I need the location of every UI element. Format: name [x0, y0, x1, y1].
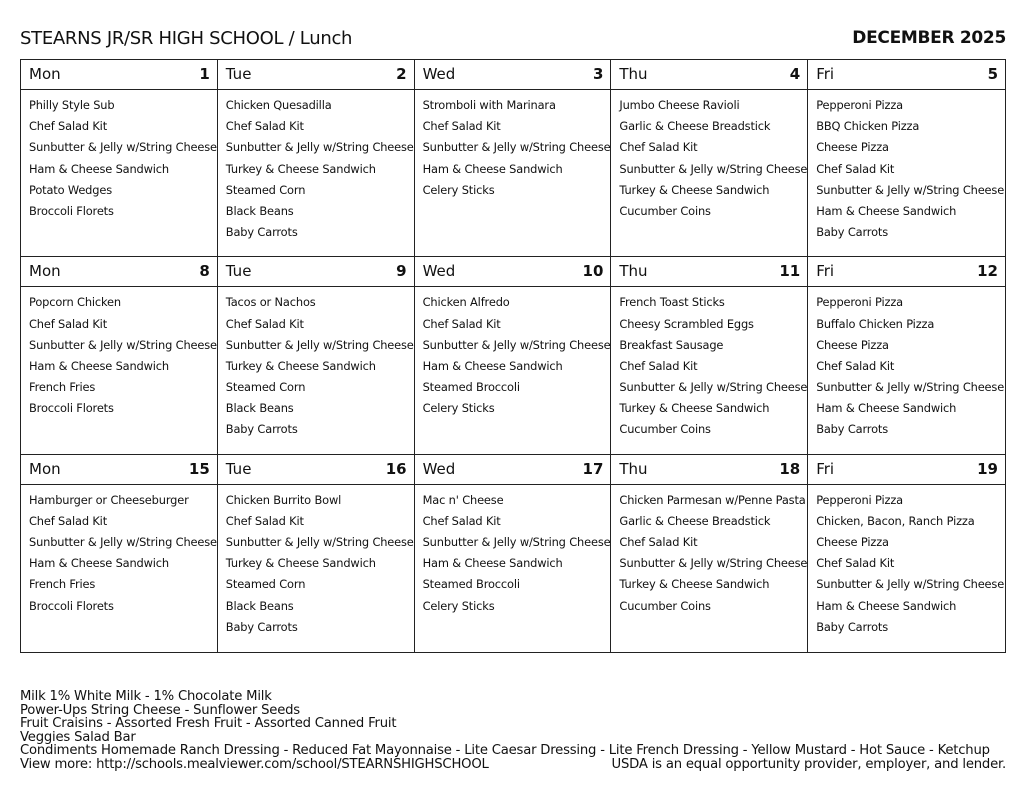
- menu-item: Steamed Broccoli: [422, 380, 520, 395]
- menu-item: Chicken Quesadilla: [225, 98, 332, 112]
- menu-item: Sunbutter & Jelly w/String Cheese: [619, 380, 808, 395]
- menu-item-list: [415, 485, 611, 613]
- menu-item: Chef Salad Kit: [225, 513, 304, 528]
- menu-item: Cucumber Coins: [619, 422, 711, 437]
- menu-item: Ham & Cheese Sandwich: [816, 401, 957, 416]
- day-cell: [808, 257, 1005, 454]
- menu-item: French Fries: [29, 380, 96, 395]
- menu-item: Ham & Cheese Sandwich: [29, 358, 169, 373]
- menu-item-list: [808, 485, 1005, 634]
- menu-item: Chef Salad Kit: [816, 161, 895, 176]
- menu-item-list: [415, 287, 611, 415]
- day-header: [218, 60, 414, 90]
- menu-item: Turkey & Cheese Sandwich: [619, 577, 770, 592]
- day-of-week: Tue: [225, 459, 252, 478]
- day-cell: [415, 60, 612, 257]
- day-number: 15: [188, 459, 210, 478]
- day-number: 12: [977, 262, 998, 281]
- menu-item: Chicken, Bacon, Ranch Pizza: [816, 513, 975, 528]
- menu-item: Chef Salad Kit: [619, 358, 698, 373]
- day-header: [218, 257, 414, 287]
- menu-item-list: [21, 90, 217, 218]
- menu-item: Cheese Pizza: [816, 140, 889, 155]
- menu-item: Garlic & Cheese Breadstick: [619, 119, 771, 134]
- menu-item-list: [218, 287, 414, 436]
- menu-item-list: [218, 485, 414, 634]
- lunch-calendar: [20, 59, 1006, 653]
- menu-item: Chef Salad Kit: [422, 119, 501, 134]
- day-header: [808, 60, 1005, 90]
- menu-item: Chef Salad Kit: [225, 316, 304, 331]
- menu-item: French Fries: [29, 577, 96, 592]
- day-of-week: Fri: [816, 459, 835, 478]
- menu-item: Ham & Cheese Sandwich: [29, 161, 169, 176]
- menu-item: Broccoli Florets: [29, 401, 114, 416]
- menu-item: Chef Salad Kit: [225, 119, 304, 134]
- day-number: 3: [592, 65, 604, 83]
- menu-item: Black Beans: [225, 598, 294, 613]
- day-cell: [808, 60, 1005, 257]
- day-cell: [21, 455, 218, 652]
- day-cell: [415, 455, 612, 652]
- menu-item: Chef Salad Kit: [422, 316, 501, 331]
- menu-item-list: [21, 485, 217, 613]
- condiments-line: Condiments Homemade Ranch Dressing - Reduced Fat Mayonnaise - Lite Caesar Dressing - Lite French Dressing - Yellow Mustard - Hot Sauce - Ketchup: [20, 743, 990, 759]
- menu-item: Ham & Cheese Sandwich: [422, 556, 563, 571]
- menu-item: Sunbutter & Jelly w/String Cheese: [619, 161, 808, 176]
- day-header: [21, 60, 217, 90]
- menu-item: Chef Salad Kit: [619, 535, 698, 550]
- menu-item: Steamed Corn: [225, 182, 306, 197]
- page-header: [20, 28, 1006, 52]
- menu-item: Chef Salad Kit: [816, 556, 895, 571]
- day-cell: [415, 257, 612, 454]
- menu-item: Hamburger or Cheeseburger: [29, 492, 189, 507]
- view-more-link[interactable]: View more: http://schools.mealviewer.com/school/STEARNSHIGHSCHOOL: [20, 756, 489, 772]
- menu-item: Sunbutter & Jelly w/String Cheese: [29, 140, 217, 155]
- menu-item: Sunbutter & Jelly w/String Cheese: [422, 337, 611, 352]
- menu-item: Chicken Alfredo: [422, 295, 510, 310]
- menu-item: Chef Salad Kit: [422, 513, 501, 528]
- menu-item: Chicken Burrito Bowl: [225, 492, 342, 507]
- day-cell: [611, 60, 808, 257]
- day-cell: [611, 257, 808, 454]
- day-number: 16: [385, 459, 407, 478]
- menu-item: Turkey & Cheese Sandwich: [619, 401, 770, 416]
- milk-line: Milk 1% White Milk - 1% Chocolate Milk: [20, 689, 272, 704]
- day-cell: [808, 455, 1005, 652]
- menu-item: Black Beans: [225, 203, 294, 218]
- school-title: STEARNS JR/SR HIGH SCHOOL / Lunch: [20, 28, 353, 49]
- day-number: 2: [396, 65, 407, 83]
- menu-item: Popcorn Chicken: [29, 295, 121, 310]
- menu-item: Sunbutter & Jelly w/String Cheese: [816, 577, 1005, 592]
- menu-item: Broccoli Florets: [29, 598, 114, 613]
- day-of-week: Thu: [619, 262, 648, 281]
- menu-item: Baby Carrots: [816, 422, 888, 437]
- menu-item: Tacos or Nachos: [225, 295, 316, 310]
- menu-item: Stromboli with Marinara: [422, 98, 556, 112]
- menu-item: Baby Carrots: [225, 422, 298, 437]
- menu-item: Breakfast Sausage: [619, 337, 724, 352]
- menu-item: Turkey & Cheese Sandwich: [225, 358, 376, 373]
- day-of-week: Tue: [225, 262, 252, 281]
- menu-item: Black Beans: [225, 401, 294, 416]
- menu-item: Cheese Pizza: [816, 337, 889, 352]
- menu-item: Sunbutter & Jelly w/String Cheese: [225, 140, 414, 155]
- day-number: 5: [987, 65, 998, 83]
- day-cell: [218, 257, 415, 454]
- menu-item: Sunbutter & Jelly w/String Cheese: [225, 337, 414, 352]
- menu-item-list: [808, 90, 1005, 239]
- day-number: 11: [779, 262, 801, 281]
- menu-item-list: [808, 287, 1005, 436]
- menu-item: Pepperoni Pizza: [816, 492, 904, 507]
- menu-item: Broccoli Florets: [29, 203, 114, 218]
- menu-item: Chef Salad Kit: [29, 513, 108, 528]
- menu-item: Jumbo Cheese Ravioli: [619, 98, 740, 112]
- menu-item: Ham & Cheese Sandwich: [816, 203, 957, 218]
- menu-item: BBQ Chicken Pizza: [816, 119, 920, 134]
- day-header: [611, 257, 807, 287]
- menu-item-list: [415, 90, 611, 197]
- day-number: 8: [199, 262, 210, 281]
- menu-item-list: [611, 287, 807, 436]
- menu-item: Celery Sticks: [422, 401, 495, 416]
- day-of-week: Fri: [816, 65, 835, 83]
- menu-item: Sunbutter & Jelly w/String Cheese: [422, 140, 611, 155]
- usda-statement: USDA is an equal opportunity provider, employer, and lender.: [611, 756, 1006, 772]
- menu-item: Turkey & Cheese Sandwich: [619, 182, 770, 197]
- menu-item: Sunbutter & Jelly w/String Cheese: [816, 182, 1005, 197]
- veggies-line: Veggies Salad Bar: [20, 729, 136, 745]
- menu-item: Celery Sticks: [422, 598, 495, 613]
- menu-item: Turkey & Cheese Sandwich: [225, 556, 376, 571]
- menu-item: Cucumber Coins: [619, 598, 711, 613]
- menu-item: Sunbutter & Jelly w/String Cheese: [225, 535, 414, 550]
- day-cell: [611, 455, 808, 652]
- day-number: 9: [396, 262, 407, 281]
- day-of-week: Mon: [29, 65, 61, 83]
- day-of-week: Wed: [422, 262, 456, 281]
- menu-item: Ham & Cheese Sandwich: [29, 556, 169, 571]
- menu-item: Buffalo Chicken Pizza: [816, 316, 935, 331]
- menu-item: Baby Carrots: [225, 619, 298, 634]
- menu-item: Chef Salad Kit: [29, 119, 108, 134]
- fruit-line: Fruit Craisins - Assorted Fresh Fruit - Assorted Canned Fruit: [20, 716, 397, 732]
- menu-item: Chef Salad Kit: [29, 316, 108, 331]
- menu-item: Mac n' Cheese: [422, 492, 504, 507]
- menu-item-list: [611, 90, 807, 218]
- day-header: [21, 455, 217, 485]
- day-number: 4: [789, 65, 801, 83]
- day-header: [808, 455, 1005, 485]
- menu-item: Turkey & Cheese Sandwich: [225, 161, 376, 176]
- menu-item: Pepperoni Pizza: [816, 98, 904, 112]
- day-number: 10: [582, 262, 604, 281]
- day-cell: [21, 257, 218, 454]
- day-of-week: Mon: [29, 459, 61, 478]
- menu-item: Sunbutter & Jelly w/String Cheese: [29, 535, 217, 550]
- day-of-week: Wed: [422, 65, 456, 83]
- menu-item: Chicken Parmesan w/Penne Pasta: [619, 492, 806, 507]
- menu-item: French Toast Sticks: [619, 295, 725, 310]
- day-header: [415, 455, 611, 485]
- day-cell: [21, 60, 218, 257]
- day-of-week: Mon: [29, 262, 61, 281]
- day-number: 17: [582, 459, 604, 478]
- day-of-week: Fri: [816, 262, 835, 281]
- power-ups-line: Power-Ups String Cheese - Sunflower Seeds: [20, 702, 300, 718]
- menu-item: Ham & Cheese Sandwich: [422, 358, 563, 373]
- day-header: [611, 60, 807, 90]
- menu-footer: [20, 690, 1006, 772]
- menu-item: Ham & Cheese Sandwich: [422, 161, 563, 176]
- menu-item: Ham & Cheese Sandwich: [816, 598, 957, 613]
- day-header: [808, 257, 1005, 287]
- menu-item: Sunbutter & Jelly w/String Cheese: [816, 380, 1005, 395]
- day-number: 18: [779, 459, 801, 478]
- menu-item: Steamed Broccoli: [422, 577, 520, 592]
- menu-item-list: [21, 287, 217, 415]
- menu-item: Sunbutter & Jelly w/String Cheese: [29, 337, 217, 352]
- day-header: [415, 60, 611, 90]
- menu-item: Sunbutter & Jelly w/String Cheese: [619, 556, 808, 571]
- month-title: DECEMBER 2025: [852, 28, 1006, 48]
- menu-item: Chef Salad Kit: [816, 358, 895, 373]
- menu-item: Steamed Corn: [225, 577, 306, 592]
- day-of-week: Thu: [619, 65, 648, 83]
- menu-item: Pepperoni Pizza: [816, 295, 904, 310]
- day-header: [415, 257, 611, 287]
- menu-item-list: [218, 90, 414, 239]
- day-of-week: Wed: [422, 459, 456, 478]
- day-of-week: Thu: [619, 459, 648, 478]
- menu-item: Cheesy Scrambled Eggs: [619, 316, 754, 331]
- menu-item: Sunbutter & Jelly w/String Cheese: [422, 535, 611, 550]
- day-header: [611, 455, 807, 485]
- day-header: [218, 455, 414, 485]
- menu-item: Cucumber Coins: [619, 203, 711, 218]
- menu-item: Philly Style Sub: [29, 98, 115, 112]
- menu-item: Celery Sticks: [422, 182, 495, 197]
- menu-item: Baby Carrots: [225, 225, 298, 240]
- menu-item: Baby Carrots: [816, 225, 888, 240]
- day-number: 1: [199, 65, 210, 83]
- menu-item: Baby Carrots: [816, 619, 888, 634]
- day-cell: [218, 455, 415, 652]
- menu-item: Potato Wedges: [29, 182, 112, 197]
- day-number: 19: [977, 459, 998, 478]
- menu-item: Steamed Corn: [225, 380, 306, 395]
- day-of-week: Tue: [225, 65, 252, 83]
- menu-item-list: [611, 485, 807, 613]
- menu-item: Cheese Pizza: [816, 535, 889, 550]
- menu-item: Garlic & Cheese Breadstick: [619, 513, 771, 528]
- day-cell: [218, 60, 415, 257]
- menu-item: Chef Salad Kit: [619, 140, 698, 155]
- day-header: [21, 257, 217, 287]
